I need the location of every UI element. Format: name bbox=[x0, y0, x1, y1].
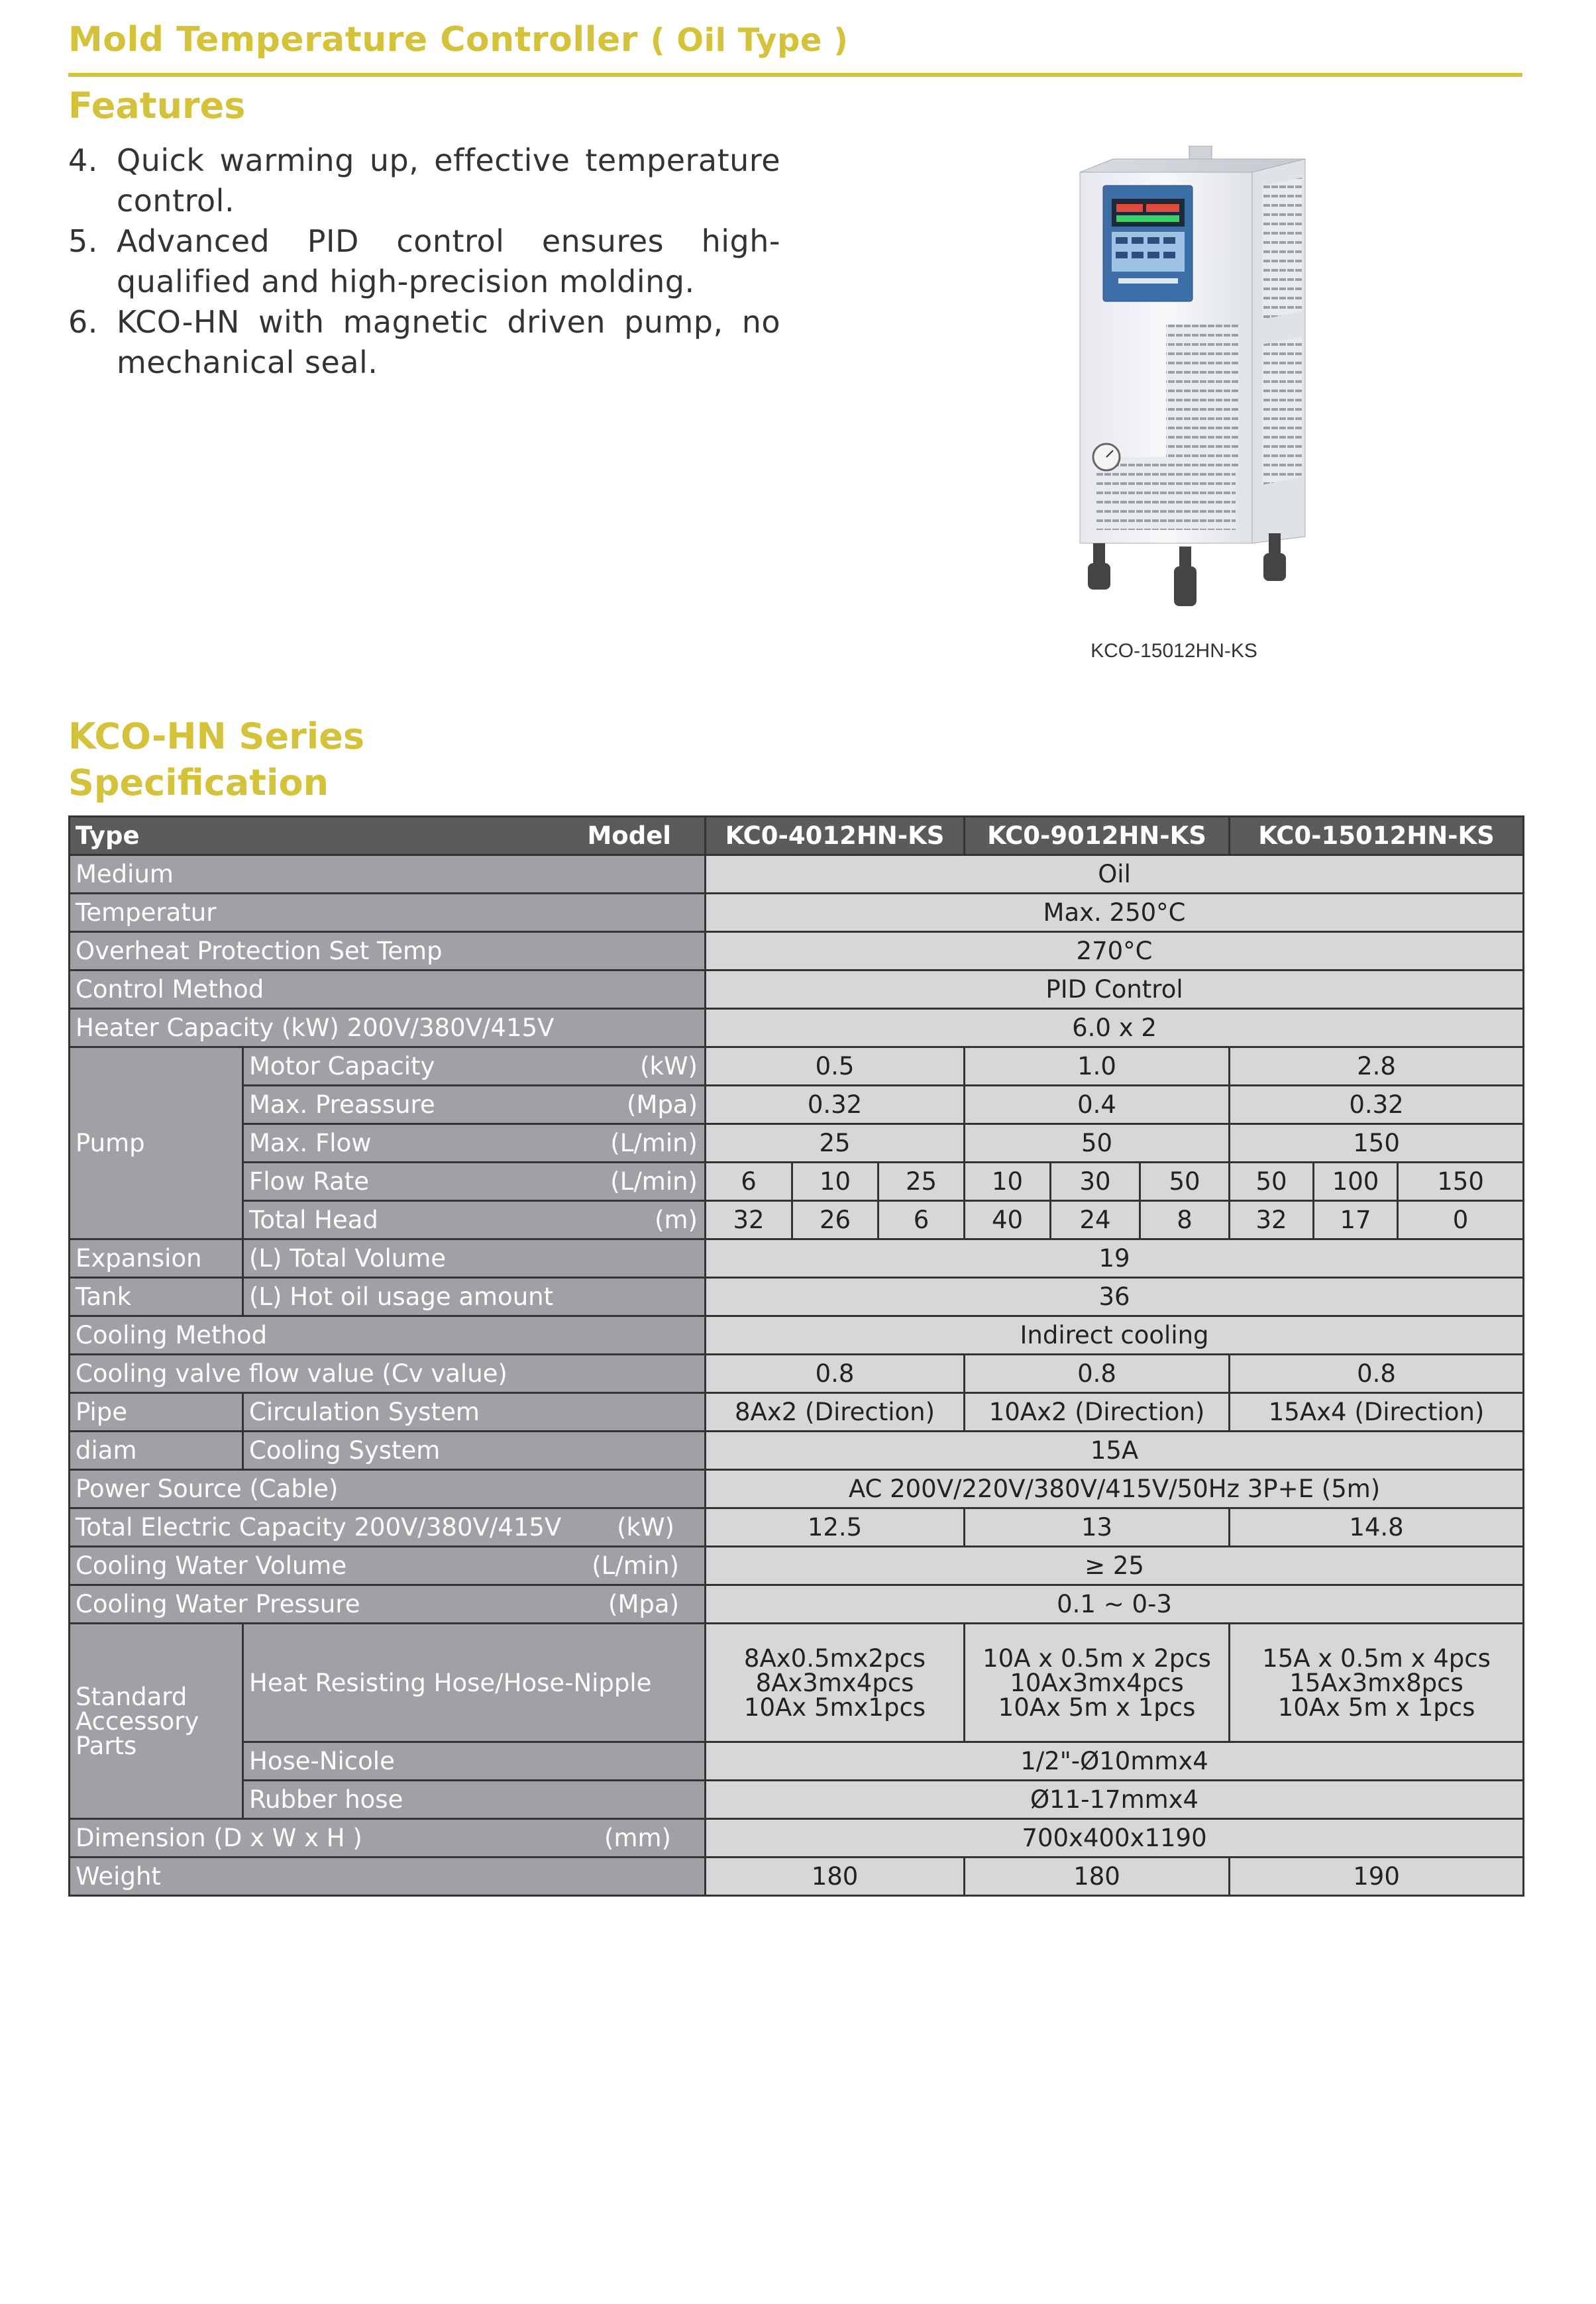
feature-item bbox=[68, 221, 780, 302]
row-sub-label: Max. Flow (L/min) bbox=[243, 1124, 706, 1163]
cell-value: 0.8 bbox=[706, 1355, 965, 1393]
page-title bbox=[68, 20, 849, 60]
cell-value: 32 bbox=[706, 1201, 792, 1239]
cell-value: 6 bbox=[706, 1163, 792, 1201]
cell-value: 17 bbox=[1314, 1201, 1398, 1239]
specification-heading: Specification bbox=[68, 762, 329, 804]
cell-value: 10A x 0.5m x 2pcs 10Ax3mx4pcs 10Ax 5m x 1pcs bbox=[965, 1624, 1230, 1742]
cell-value: 150 bbox=[1398, 1163, 1524, 1201]
cell-value: 150 bbox=[1230, 1124, 1524, 1163]
pipe-label-2: diam bbox=[70, 1432, 243, 1470]
feature-number: 6. bbox=[68, 304, 98, 340]
cell-value: 24 bbox=[1051, 1201, 1140, 1239]
cell-value: 0.32 bbox=[1230, 1086, 1524, 1124]
cell-value: 180 bbox=[965, 1858, 1230, 1896]
spec-table bbox=[68, 815, 1524, 1897]
table-row bbox=[70, 970, 1524, 1009]
row-value: AC 200V/220V/380V/415V/50Hz 3P+E (5m) bbox=[706, 1470, 1524, 1508]
type-model-header bbox=[70, 817, 706, 855]
row-sub-label: (L) Hot oil usage amount bbox=[243, 1278, 706, 1316]
table-row bbox=[70, 1163, 1524, 1201]
cell-value: 0.8 bbox=[965, 1355, 1230, 1393]
expansion-label-1: Expansion bbox=[70, 1239, 243, 1278]
cell-value: 14.8 bbox=[1230, 1508, 1524, 1547]
table-row bbox=[70, 894, 1524, 932]
feature-item bbox=[68, 140, 780, 221]
row-value: Oil bbox=[706, 855, 1524, 894]
row-sub-label: Hose-Nicole bbox=[243, 1742, 706, 1781]
cell-value: 190 bbox=[1230, 1858, 1524, 1896]
cell-value: 15Ax4 (Direction) bbox=[1230, 1393, 1524, 1432]
row-label: Medium bbox=[70, 855, 706, 894]
row-label: Dimension (D x W x H ) (mm) bbox=[70, 1819, 706, 1858]
cell-value: 100 bbox=[1314, 1163, 1398, 1201]
table-row bbox=[70, 855, 1524, 894]
row-label: Power Source (Cable) bbox=[70, 1470, 706, 1508]
table-row bbox=[70, 1316, 1524, 1355]
cell-value: 15A x 0.5m x 4pcs 15Ax3mx8pcs 10Ax 5m x 1pcs bbox=[1230, 1624, 1524, 1742]
cell-value: 2.8 bbox=[1230, 1047, 1524, 1086]
features-heading: Features bbox=[68, 85, 246, 127]
cell-value: 25 bbox=[878, 1163, 965, 1201]
product-image bbox=[1040, 146, 1332, 623]
table-row bbox=[70, 1124, 1524, 1163]
expansion-label-2: Tank bbox=[70, 1278, 243, 1316]
cell-value: 8 bbox=[1140, 1201, 1230, 1239]
row-label: Cooling valve flow value (Cv value) bbox=[70, 1355, 706, 1393]
series-heading: KCO-HN Series bbox=[68, 715, 364, 757]
pump-group-label: Pump bbox=[70, 1047, 243, 1239]
row-label: Cooling Method bbox=[70, 1316, 706, 1355]
cell-value: 0.8 bbox=[1230, 1355, 1524, 1393]
row-value: 36 bbox=[706, 1278, 1524, 1316]
row-sub-label: Circulation System bbox=[243, 1393, 706, 1432]
table-row bbox=[70, 1278, 1524, 1316]
row-value: ≥ 25 bbox=[706, 1547, 1524, 1585]
cell-value: 6 bbox=[878, 1201, 965, 1239]
row-value: 700x400x1190 bbox=[706, 1819, 1524, 1858]
row-value: 6.0 x 2 bbox=[706, 1009, 1524, 1047]
page-title-paren: ( Oil Type ) bbox=[650, 22, 849, 59]
cell-value: 40 bbox=[965, 1201, 1051, 1239]
row-sub-label: Flow Rate (L/min) bbox=[243, 1163, 706, 1201]
cell-value: 32 bbox=[1230, 1201, 1314, 1239]
model-header: Model bbox=[587, 821, 671, 850]
table-row bbox=[70, 1508, 1524, 1547]
cell-value: 0.5 bbox=[706, 1047, 965, 1086]
cell-value: 8Ax2 (Direction) bbox=[706, 1393, 965, 1432]
cell-value: 50 bbox=[965, 1124, 1230, 1163]
row-value: Ø11-17mmx4 bbox=[706, 1781, 1524, 1819]
accessory-group-label: Standard Accessory Parts bbox=[70, 1624, 243, 1819]
row-label: Cooling Water Pressure (Mpa) bbox=[70, 1585, 706, 1624]
feature-text: KCO-HN with magnetic driven pump, no mechanical seal. bbox=[117, 304, 780, 380]
pipe-label-1: Pipe bbox=[70, 1393, 243, 1432]
row-label: Total Electric Capacity 200V/380V/415V (kW) bbox=[70, 1508, 706, 1547]
row-label: Heater Capacity (kW) 200V/380V/415V bbox=[70, 1009, 706, 1047]
cell-value: 180 bbox=[706, 1858, 965, 1896]
title-rule bbox=[68, 73, 1522, 77]
cell-value: 13 bbox=[965, 1508, 1230, 1547]
row-value: 270°C bbox=[706, 932, 1524, 970]
table-row bbox=[70, 1470, 1524, 1508]
table-row bbox=[70, 1086, 1524, 1124]
table-row bbox=[70, 1742, 1524, 1781]
table-row bbox=[70, 1393, 1524, 1432]
row-label: Temperatur bbox=[70, 894, 706, 932]
table-row bbox=[70, 1432, 1524, 1470]
row-sub-label: Cooling System bbox=[243, 1432, 706, 1470]
cell-value: 8Ax0.5mx2pcs 8Ax3mx4pcs 10Ax 5mx1pcs bbox=[706, 1624, 965, 1742]
table-header-row bbox=[70, 817, 1524, 855]
table-row bbox=[70, 1239, 1524, 1278]
row-label: Weight bbox=[70, 1858, 706, 1896]
feature-text: Quick warming up, effective temperature control. bbox=[117, 142, 780, 219]
cell-value: 25 bbox=[706, 1124, 965, 1163]
page-title-main: Mold Temperature Controller bbox=[68, 20, 638, 60]
cell-value: 12.5 bbox=[706, 1508, 965, 1547]
table-row bbox=[70, 1047, 1524, 1086]
row-value: 0.1 ~ 0-3 bbox=[706, 1585, 1524, 1624]
table-row bbox=[70, 1624, 1524, 1742]
row-value: Indirect cooling bbox=[706, 1316, 1524, 1355]
model-column-2: KC0-9012HN-KS bbox=[965, 817, 1230, 855]
row-sub-label: Max. Preassure (Mpa) bbox=[243, 1086, 706, 1124]
feature-text: Advanced PID control ensures high-qualified and high-precision molding. bbox=[117, 223, 780, 299]
cell-value: 10 bbox=[965, 1163, 1051, 1201]
row-sub-label: (L) Total Volume bbox=[243, 1239, 706, 1278]
table-row bbox=[70, 1355, 1524, 1393]
features-list bbox=[68, 140, 780, 383]
cell-value: 50 bbox=[1230, 1163, 1314, 1201]
row-value: 19 bbox=[706, 1239, 1524, 1278]
table-row bbox=[70, 1547, 1524, 1585]
cell-value: 10 bbox=[792, 1163, 878, 1201]
model-column-1: KC0-4012HN-KS bbox=[706, 817, 965, 855]
type-header: Type bbox=[76, 821, 140, 850]
row-sub-label: Rubber hose bbox=[243, 1781, 706, 1819]
row-sub-label: Heat Resisting Hose/Hose-Nipple bbox=[243, 1624, 706, 1742]
table-row bbox=[70, 1201, 1524, 1239]
table-row bbox=[70, 1819, 1524, 1858]
row-value: Max. 250°C bbox=[706, 894, 1524, 932]
cell-value: 50 bbox=[1140, 1163, 1230, 1201]
row-label: Control Method bbox=[70, 970, 706, 1009]
product-caption: KCO-15012HN-KS bbox=[1091, 640, 1257, 662]
row-value: 1/2"-Ø10mmx4 bbox=[706, 1742, 1524, 1781]
row-value: 15A bbox=[706, 1432, 1524, 1470]
feature-item bbox=[68, 302, 780, 383]
row-label: Cooling Water Volume (L/min) bbox=[70, 1547, 706, 1585]
cell-value: 30 bbox=[1051, 1163, 1140, 1201]
row-sub-label: Motor Capacity (kW) bbox=[243, 1047, 706, 1086]
row-value: PID Control bbox=[706, 970, 1524, 1009]
cell-value: 0.4 bbox=[965, 1086, 1230, 1124]
table-row bbox=[70, 1009, 1524, 1047]
feature-number: 4. bbox=[68, 142, 98, 178]
cell-value: 0 bbox=[1398, 1201, 1524, 1239]
cell-value: 0.32 bbox=[706, 1086, 965, 1124]
cell-value: 26 bbox=[792, 1201, 878, 1239]
row-sub-label: Total Head (m) bbox=[243, 1201, 706, 1239]
model-column-3: KC0-15012HN-KS bbox=[1230, 817, 1524, 855]
table-row bbox=[70, 1781, 1524, 1819]
row-label: Overheat Protection Set Temp bbox=[70, 932, 706, 970]
feature-number: 5. bbox=[68, 223, 98, 259]
cell-value: 1.0 bbox=[965, 1047, 1230, 1086]
table-row bbox=[70, 1585, 1524, 1624]
cell-value: 10Ax2 (Direction) bbox=[965, 1393, 1230, 1432]
table-row bbox=[70, 932, 1524, 970]
table-row bbox=[70, 1858, 1524, 1896]
